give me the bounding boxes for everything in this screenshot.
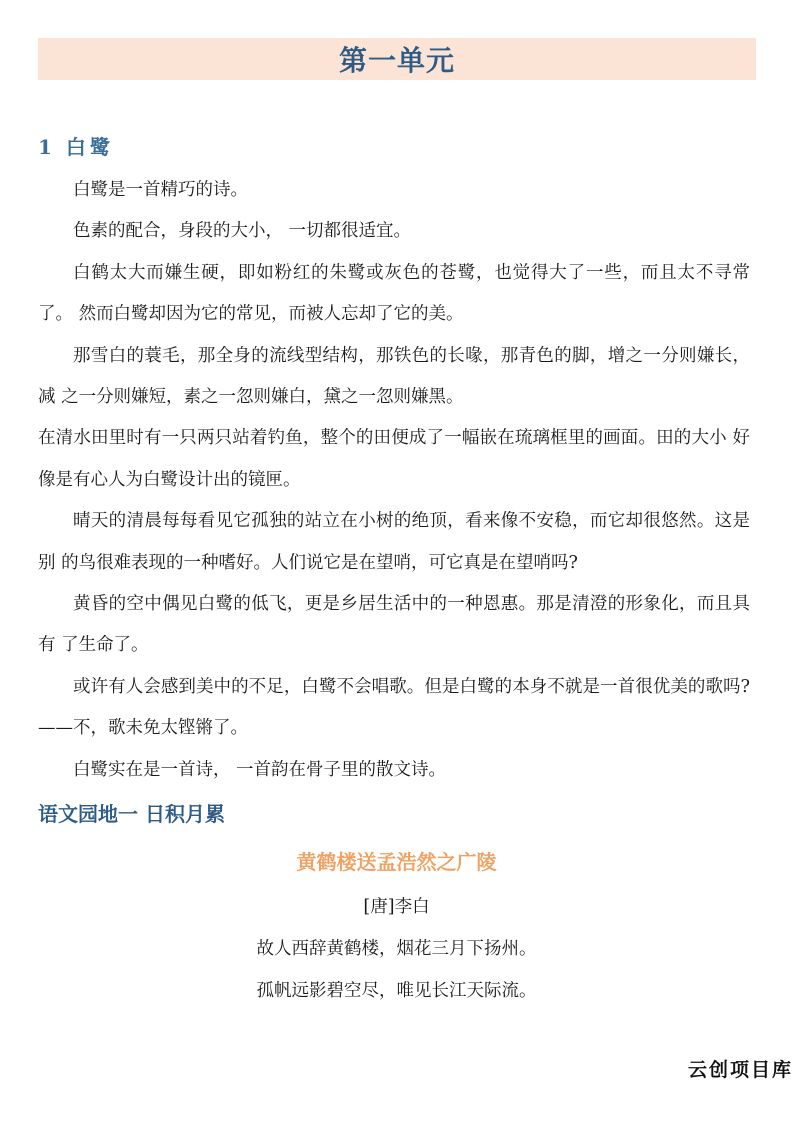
article-body	[38, 170, 750, 791]
poem-title: 黄鹤楼送孟浩然之广陵	[296, 850, 497, 874]
poem-line: 故人西辞黄鹤楼，烟花三月下扬州。	[256, 939, 537, 959]
paragraph: 或许有人会感到美中的不足，白鹭不会唱歌。但是白鹭的本身不就是一首很优美的歌吗? ——不，歌未免太铿锵了。	[38, 676, 750, 739]
paragraph: 白鹭是一首精巧的诗。	[73, 180, 248, 200]
paragraph: 白鹤太大而嫌生硬，即如粉红的朱鹭或灰色的苍鹭，也觉得大了一些，而且太不寻常了。 然而白鹭却因为它的常见，而被人忘却了它的美。	[38, 262, 750, 325]
unit-title: 第一单元	[338, 44, 455, 77]
lesson-name: 白鹭	[65, 135, 114, 159]
section-title: 语文园地一 日积月累	[38, 802, 225, 826]
paragraph: 色素的配合，身段的大小， 一切都很适宜。	[73, 221, 412, 242]
lesson-number: 1	[38, 135, 52, 159]
paragraph: 晴天的清晨每每看见它孤独的站立在小树的绝顶，看来像不安稳，而它却很悠然。这是别 的鸟很难表现的一种嗜好。人们说它是在望哨，可它真是在望哨吗?	[38, 511, 750, 573]
paragraph: 在清水田里时有一只两只站着钓鱼，整个的田便成了一幅嵌在琉璃框里的画面。田的大小 好像是有心人为白鹭设计出的镜匣。	[38, 428, 750, 490]
paragraph: 那雪白的蓑毛，那全身的流线型结构，那铁色的长喙，那青色的脚，增之一分则嫌长，减 之一分则嫌短，素之一忽则嫌白，黛之一忽则嫌黑。	[38, 345, 750, 408]
watermark-text: 云创项目库	[687, 1059, 793, 1081]
poem-line: 孤帆远影碧空尽，唯见长江天际流。	[256, 981, 537, 1001]
poem-author: [唐]李白	[363, 897, 430, 917]
paragraph: 白鹭实在是一首诗， 一首韵在骨子里的散文诗。	[73, 759, 447, 780]
paragraph: 黄昏的空中偶见白鹭的低飞，更是乡居生活中的一种恩惠。那是清澄的形象化，而且具有 了生命了。	[38, 594, 750, 656]
lesson-title	[38, 131, 114, 160]
unit-header	[38, 38, 756, 80]
